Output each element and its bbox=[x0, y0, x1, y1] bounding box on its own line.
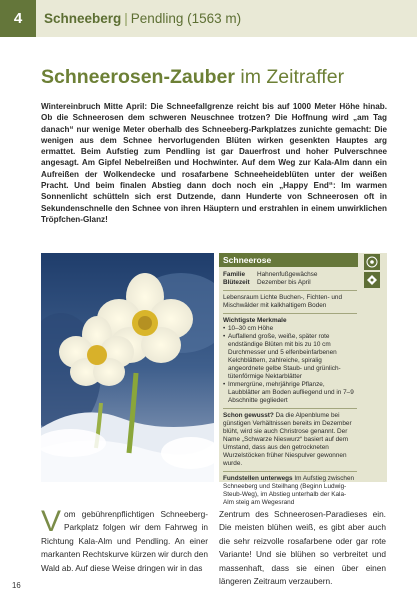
title-main: Schneerosen-Zauber bbox=[41, 66, 235, 88]
body-left-text: om gebührenpflichtigen Schneeberg-Parkplatz folgen wir dem Fahrweg in Richtung Kala-Alm und Pendling. An einer markanten Rechtskurve kürzen wir durch den Wald ab. Auf diese Weise dringen wir in das bbox=[41, 509, 208, 573]
fact-paragraph bbox=[223, 412, 357, 468]
locations-text: Im Aufstieg zwischen Schneeberg und Steilhang (Beginn Ludwig-Steub-Weg), im Abstieg unterhalb der Kala-Alm steig am Wegesrand bbox=[223, 475, 355, 506]
body-column-right: Zentrum des Schneerosen-Paradieses ein. Die meisten blühen weiß, es gibt aber auch die sehr reizvolle rosafarbene oder gar rote Variante! Und sie blühen so verbreitet und massenhaft, dass sie einen über einen längeren Zeitraum verzaubern. bbox=[219, 509, 386, 587]
habitat-text: Lebensraum Lichte Buchen-, Fichten- und Mischwälder mit kalkhaltigem Boden bbox=[223, 294, 343, 309]
running-head bbox=[44, 11, 241, 26]
page-number: 16 bbox=[12, 581, 21, 590]
running-head-route: Pendling (1563 m) bbox=[130, 11, 242, 26]
running-head-location: Schneeberg bbox=[44, 11, 122, 26]
features-title: Wichtigste Merkmale bbox=[223, 317, 287, 324]
sidebar-title: Schneerose bbox=[219, 253, 358, 267]
page-title bbox=[41, 66, 344, 89]
flower-icon bbox=[364, 254, 380, 270]
intro-paragraph: Wintereinbruch Mitte April: Die Schneefallgrenze reicht bis auf 1000 Meter Höhe hinab. Ob die Schneerosen dem schweren Neuschnee trotzen? Die Hoffnung wird „am Tag danach“ nur wenige Meter oberhalb des Schneeberg-Parkplatzes zunichte gemacht: Die wenigen aus dem Schnee hervorlugenden Blüten wirken gesenkten Hauptes arg ermattet. Beim Aufstieg zum Pendling ist gar Dauerfrost und hoher Pulverschnee angesagt. Am Gipfel Nebelreißen und Hochwinter. Auf dem Weg zur Kala-Alm dann ein Aufreißen der Wolkendecke und rosafarbene Schneeheideblüten unter der weißen Pracht. Und beim finalen Abstieg dann doch noch ein „Happy End“: Im warmen Sonnenlicht schütteln sich erst Dutzende, dann Hunderte von Schneerosen oft in Sekundenschnelle den Schnee von ihren Häuptern und erstrahlen in einem unwirklichen Tröpfchen-Glanz! bbox=[41, 102, 387, 224]
list-item: • Immergrüne, mehrjährige Pflanze, Laubblätter am Boden aufliegend und in 7–9 Abschnitte gegliedert bbox=[223, 381, 357, 405]
locations-paragraph bbox=[223, 475, 357, 507]
body-column-left bbox=[41, 505, 208, 575]
family-value: Hahnenfußgewächse bbox=[257, 271, 318, 278]
list-item: • Auffallend große, weiße, später rote endständige Blüten mit bis zu 10 cm Durchmesser und 5 elfenbeinfarbenen Kelchblättern, zahlreiche, spiralig angeordnete gelbe Staub- und grünlich-tütenförmige Nektarblätter bbox=[223, 333, 357, 381]
title-rest: im Zeitraffer bbox=[234, 66, 345, 88]
drop-cap: V bbox=[41, 505, 62, 538]
sidebar-divider bbox=[223, 290, 357, 291]
running-head-separator: | bbox=[124, 11, 128, 26]
family-label: Familie bbox=[223, 271, 246, 278]
species-sidebar bbox=[219, 253, 387, 506]
fact-text: Da die Alpenblume bei günstigen Verhältnissen bereits im Dezember blüht, wird sie auch Christrose genannt. Der Name „Schwarze Nieswurz“ basiert auf dem Umstand, dass aus den getrockneten Wurzelstöcken früher Niespulver gewonnen wurde. bbox=[223, 412, 352, 467]
sidebar-divider bbox=[223, 408, 357, 409]
sidebar-divider bbox=[223, 471, 357, 472]
list-item: • 10–30 cm Höhe bbox=[223, 325, 357, 333]
chapter-number: 4 bbox=[0, 0, 36, 37]
bloom-row bbox=[223, 279, 357, 287]
sidebar-body bbox=[223, 271, 357, 507]
christmas-rose-photo bbox=[41, 253, 214, 482]
family-row bbox=[223, 271, 357, 279]
sidebar-divider bbox=[223, 313, 357, 314]
sidebar-icons bbox=[360, 254, 384, 290]
bloom-value: Dezember bis April bbox=[257, 279, 311, 286]
locations-heading: Fundstellen unterwegs bbox=[223, 475, 293, 482]
leaf-icon bbox=[364, 272, 380, 288]
fact-heading: Schon gewusst? bbox=[223, 412, 274, 419]
features-list bbox=[223, 325, 357, 405]
bloom-label: Blütezeit bbox=[223, 279, 250, 286]
